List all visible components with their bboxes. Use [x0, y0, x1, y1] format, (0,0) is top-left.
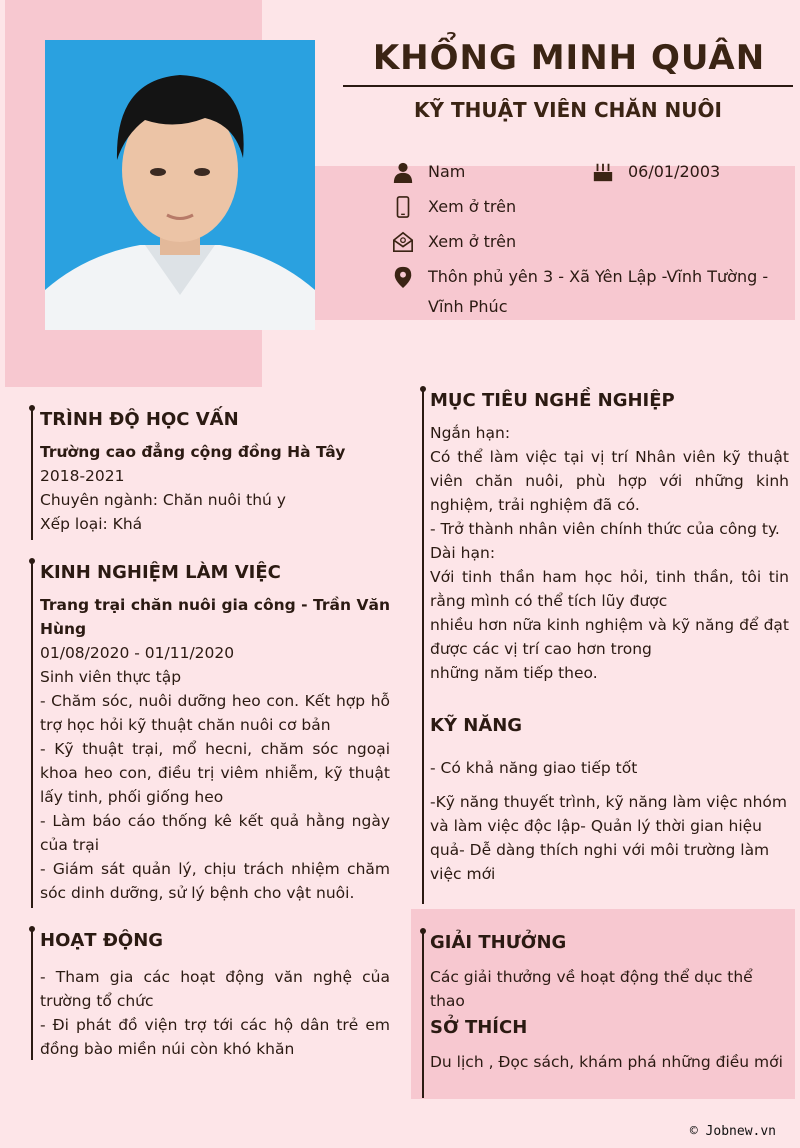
awards-title: GIẢI THƯỞNG [430, 932, 567, 953]
user-icon [392, 161, 414, 183]
objective-line: Ngắn hạn: [430, 424, 511, 442]
phone-value: Xem ở trên [428, 197, 517, 216]
gender-value: Nam [428, 162, 466, 181]
info-email [428, 227, 516, 257]
info-birthday [628, 157, 720, 187]
objective-timeline [422, 388, 424, 904]
objective-line: nhiều hơn nữa kinh nghiệm và kỹ năng để đạt được các vị trí cao hơn trong [430, 616, 789, 658]
footer-credit: © Jobnew.vn [689, 1124, 776, 1139]
activities-title: HOẠT ĐỘNG [40, 930, 164, 951]
education-grade: Xếp loại: Khá [40, 515, 143, 533]
education-major: Chuyên ngành: Chăn nuôi thú y [40, 491, 286, 509]
profile-photo-image [45, 40, 315, 330]
cake-icon [592, 161, 614, 183]
section-experience [40, 562, 390, 905]
education-title: TRÌNH ĐỘ HỌC VẤN [40, 409, 239, 430]
activities-item: - Tham gia các hoạt động văn nghệ của trường tổ chức [40, 968, 390, 1010]
candidate-name: KHỔNG MINH QUÂN [372, 38, 766, 78]
email-value: Xem ở trên [428, 232, 517, 251]
education-years: 2018-2021 [40, 467, 125, 485]
birthday-value: 06/01/2003 [628, 162, 721, 181]
hobbies-text: Du lịch , Đọc sách, khám phá những điều mới [430, 1053, 783, 1071]
education-school: Trường cao đẳng cộng đồng Hà Tây [40, 443, 346, 461]
skills-item: -Kỹ năng thuyết trình, kỹ năng làm việc nhóm và làm việc độc lập- Quản lý thời gian hiệu quả- Dễ dàng thích nghi với môi trường làm việc mới [430, 793, 787, 883]
activities-item: - Đi phát đồ viện trợ tới các hộ dân trẻ em đồng bào miền núi còn khó khăn [40, 1016, 390, 1058]
name-divider [343, 85, 793, 87]
experience-period: 01/08/2020 - 01/11/2020 [40, 644, 235, 662]
skills-title: KỸ NĂNG [430, 715, 523, 736]
education-timeline [31, 407, 33, 540]
info-address [428, 262, 790, 322]
experience-item: - Chăm sóc, nuôi dưỡng heo con. Kết hợp hỗ trợ học hỏi kỹ thuật chăn nuôi cơ bản [40, 692, 390, 734]
section-hobbies [430, 1017, 792, 1074]
experience-company: Trang trại chăn nuôi gia công - Trần Văn Hùng [40, 596, 390, 638]
address-value: Thôn phủ yên 3 - Xã Yên Lập -Vĩnh Tường - Vĩnh Phúc [428, 267, 769, 316]
hobbies-title: SỞ THÍCH [430, 1017, 528, 1038]
experience-item: - Giám sát quản lý, chịu trách nhiệm chăm sóc dinh dưỡng, sử lý bệnh cho vật nuôi. [40, 860, 390, 902]
section-activities [40, 930, 390, 1061]
skills-item: - Có khả năng giao tiếp tốt [430, 759, 638, 777]
experience-title: KINH NGHIỆM LÀM VIỆC [40, 562, 281, 583]
experience-item: - Làm báo cáo thống kê kết quả hằng ngày của trại [40, 812, 390, 854]
location-icon [392, 266, 414, 288]
experience-item: - Kỹ thuật trại, mổ hecni, chăm sóc ngoại khoa heo con, điều trị viêm nhiễm, kỹ thuật lấy tinh, phối giống heo [40, 740, 390, 806]
objective-line: - Trở thành nhân viên chính thức của công ty. [430, 520, 780, 538]
phone-icon [392, 196, 414, 218]
info-phone [428, 192, 516, 222]
objective-line: Dài hạn: [430, 544, 496, 562]
job-title: KỸ THUẬT VIÊN CHĂN NUÔI [414, 98, 722, 122]
profile-photo [45, 40, 315, 330]
objective-line: Có thể làm việc tại vị trí Nhân viên kỹ thuật viên chăn nuôi, phù hợp với những kinh nghiệm, trải nghiệm đã có. [430, 448, 789, 514]
objective-line: Với tinh thần ham học hỏi, tinh thần, tôi tin rằng mình có thể tích lũy được [430, 568, 789, 610]
awards-text: Các giải thưởng về hoạt động thể dục thể thao [430, 968, 753, 1010]
info-gender [428, 157, 465, 187]
experience-role: Sinh viên thực tập [40, 668, 182, 686]
objective-title: MỤC TIÊU NGHỀ NGHIỆP [430, 390, 675, 411]
section-objective [430, 390, 789, 685]
experience-timeline [31, 560, 33, 908]
email-icon [392, 231, 414, 253]
section-skills [430, 715, 792, 886]
section-education [40, 409, 390, 536]
awards-timeline [422, 930, 424, 1098]
objective-line: những năm tiếp theo. [430, 664, 598, 682]
section-awards [430, 932, 792, 1013]
activities-timeline [31, 928, 33, 1060]
